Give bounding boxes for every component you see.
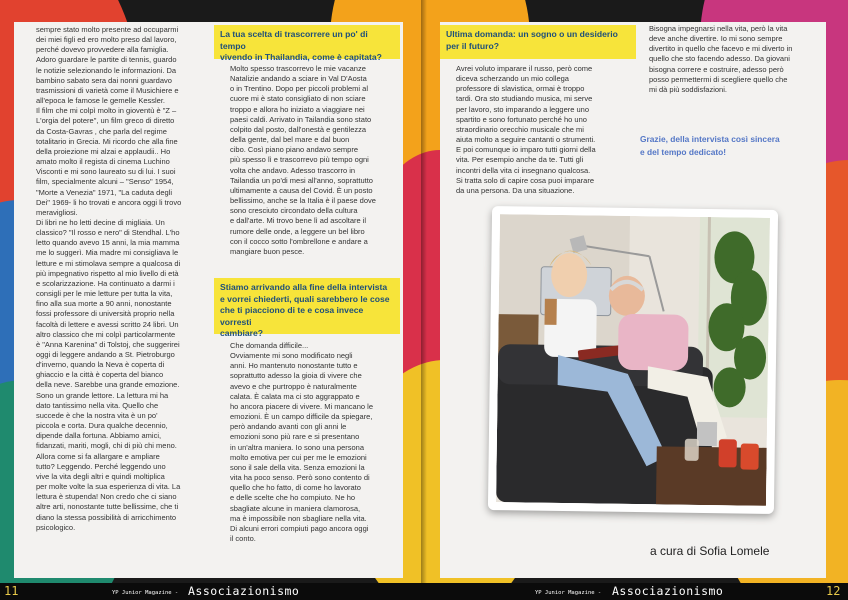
thanks-note: Grazie, della intervista così sincera e del tempo dedicato! xyxy=(640,134,780,158)
answer-thailand: Molto spesso trascorrevo le mie vacanze Natalizie andando a sciare in Val D'Aosta o in Trentino. Dopo per piccoli problemi al cuore mi è stato consigliato di non sciare troppo e allora ho iniziato a viaggiare nei paesi caldi. Arrivato in Tailandia sono stato colpito dal posto, dall'onestà e gentilezza della gente, dal bel mare e dal buon cibo. Così piano piano andavo sempre più spesso lì e trascorrevo più tempo ogni volta che andavo. Adesso trascorro in Tailandia un po'di mesi all'anno, soprattutto ultimamente a causa del Covid. È un posto bellissimo, anche se la Italia è il paese dove sono cresciuto circondato della cultura e dall'arte. Mi trovo bene lì ad ascoltare il rumore delle onde, a leggere un bel libro con il cocco sotto l'ombrellone e andare a mangiare buon pesce. xyxy=(230,64,376,256)
question-likes-and-changes: Stiamo arrivando alla fine della intervista e vorrei chiederti, quali sarebbero le cose che ti piacciono di te e cosa invece vorresti cambiare? xyxy=(214,278,400,334)
section-label-left: Associazionismo xyxy=(188,584,300,598)
answer-dream-continued: Bisogna impegnarsi nella vita, però la vita deve anche divertire. Io mi sono sempre divertito in quello che facevo e mi diverto in quello che sto facendo adesso. Da giovani bisogna correre e costruire, adesso però posso permettermi di scegliere quello che mi dà più soddisfazioni. xyxy=(649,24,793,94)
answer-dream: Avrei voluto imparare il russo, però come diceva scherzando un mio collega professore di slavistica, ormai è troppo tardi. Ora sto studiando musica, mi serve per lavoro, sto imparando a leggere uno spartito e sono fortunato perché ho uno straordinario orecchio musicale che mi aiuta molto a seguire cantanti o strumenti. E poi comunque io imparo tutti giorni della vita. Per esempio anche da te. Tutti gli incontri della vita ci insegnano qualcosa. Si tratta solo di capire cosa puoi imparare da una persona. Da una situazione. xyxy=(456,64,596,195)
page-number-right: 12 xyxy=(826,584,841,598)
magazine-label-right: YP Junior Magazine - xyxy=(535,590,602,596)
answer-likes-and-changes: Che domanda difficile... Ovviamente mi sono modificato negli anni. Ho mantenuto nonostante tutto e soprattutto adesso la gioia di vivere che avevo e che purtroppo è naturalmente calata. È calata ma ci sto aggrappato e ho ancora piacere di vivere. Mi mancano le emozioni. È un campo difficile da spiegare, però andando avanti con gli anni le emozioni sono più rare e si presentano in un'altra maniera. Io sono una persona molto emotiva per cui per me le emozioni sono il sale della vita. Senza emozioni la vita ha poco senso. Però sono contento di quello che ho fatto, di come ho lavorato e delle scelte che ho compiuto. Ne ho sbagliate alcune in maniera clamorosa, ma è impossibile non sbagliare nella vita. Di alcuni errori compiuti pago ancora oggi il conto. xyxy=(230,341,373,543)
article-credit: a cura di Sofia Lomele xyxy=(650,544,770,558)
question-dream: Ultima domanda: un sogno o un desiderio per il futuro? xyxy=(440,25,636,59)
left-column-text: sempre stato molto presente ad occuparmi dei miei figli ed ero molto preso dal lavoro, perché dovevo provvedere alla famiglia. Adoro guardare le partite di tennis, guardo le notizie selezionando le informazioni. Da bambino sabato sera dai nonni guardavo trasmissioni di varietà come il Musichiere e all'epoca le famose le gemelle Kessler. Il film che mi colpì molto in gioventù è "Z – L'orgia del potere", un film greco di diretto da Costa-Gavras , che parla del regime totalitario in Grecia. Mi ricordo che alla fine della proiezione mi alzai e applaudii.. Ho amato molto il regista di cinema Luchino Visconti e mi sono laureato su di lui. I suoi film, specialmente alcuni – "Senso" 1954, "Morte a Venezia" 1971, "La caduta degli Dei" 1969- li ho trovati e ancora oggi li trovo meravigliosi. Di libri ne ho letti decine di migliaia. Un classico? "Il rosso e nero" di Stendhal. L'ho letto quando avevo 15 anni, la mia mamma me lo suggerì. Mia madre mi consigliava le letture e mi stimolava sempre a qualcosa di più impegnativo rispetto al mio livello di età e scolarizzazione. Ha continuato a darmi i consigli per le mie letture per tutta la vita, fino alla sua morte a 90 anni, nonostante fossi professore di università proprio nella facoltà di lettere e avessi scritto 24 libri. Un altro classico che mi colpì particolarmente è "Anna Karenina" di Tolstoj, che suggerirei oggi di leggere andando a St. Pietroburgo d'inverno, quando la Neva è coperta di ghiaccio e la città è coperta del bianco della neve. Sarebbe una grande emozione. Sono un grande lettore. La lettura mi ha dato tantissimo nella vita. Quello che succede è che la nostra vita è un po' piccola e corta. Dura qualche decennio, dipende dalla fortuna. Abbiamo amici, fidanzati, mariti, mogli, chi di più chi meno. Allora come si fa allargare e ampliare tutto? Leggendo. Perché leggendo uno vive la vita degli altri e quindi moltiplica per molte volte la sua esperienza di vita. La lettura è stupenda! Non credo che ci siano altre arti, nonostante tutte bellissime, che ti diano la stessa possibilità di arricchimento psicologico. xyxy=(36,25,182,532)
page-number-left: 11 xyxy=(4,584,19,598)
photo-illustration xyxy=(496,214,770,506)
magazine-label-left: YP Junior Magazine - xyxy=(112,590,179,596)
question-thailand: La tua scelta di trascorrere un po' di tempo vivendo in Thailandia, come è capitata? xyxy=(214,25,400,59)
interview-photo xyxy=(488,206,778,514)
section-label-right: Associazionismo xyxy=(612,584,724,598)
